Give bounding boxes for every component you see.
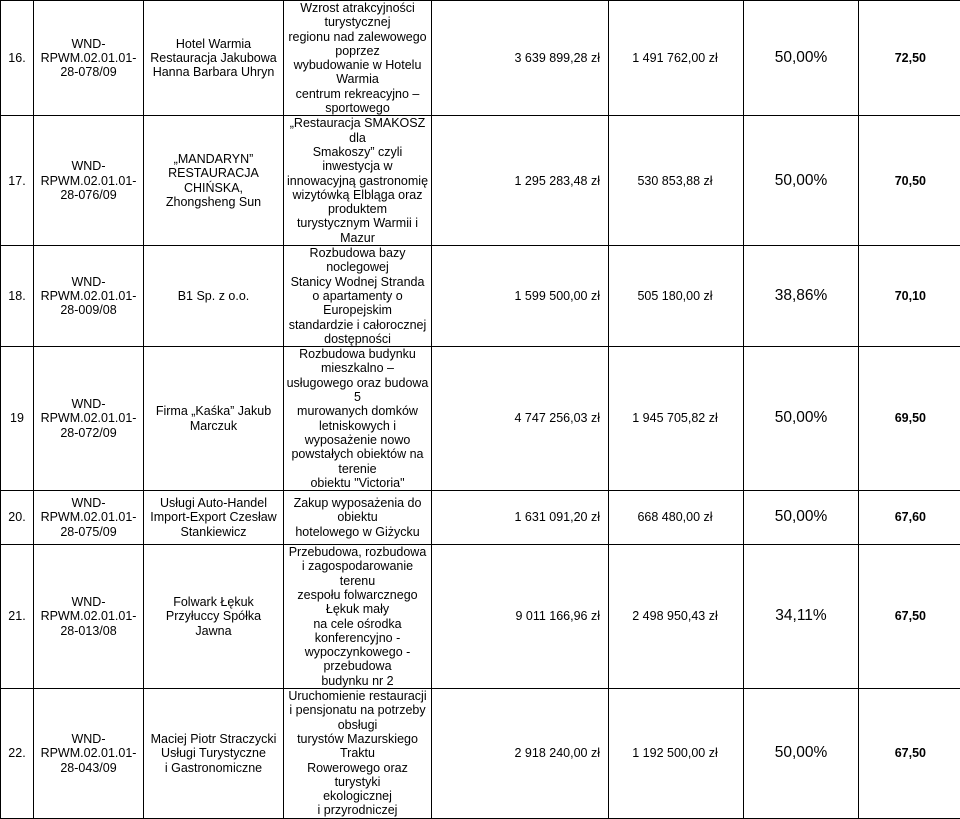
application-id-line: RPWM.02.01.01- — [36, 510, 141, 524]
row-number: 16. — [1, 1, 34, 116]
beneficiary-name-line: Przyłuccy Spółka — [146, 609, 281, 623]
total-cost: 3 639 899,28 zł — [432, 1, 609, 116]
beneficiary-name-line: Restauracja Jakubowa — [146, 51, 281, 65]
application-id-line: WND- — [36, 275, 141, 289]
funding-percent: 50,00% — [744, 116, 859, 246]
row-number: 19 — [1, 347, 34, 491]
funding-amount: 2 498 950,43 zł — [609, 545, 744, 689]
funding-amount: 1 491 762,00 zł — [609, 1, 744, 116]
project-title-line: wybudowanie w Hotelu Warmia — [286, 58, 429, 87]
project-title-line: usługowego oraz budowa 5 — [286, 376, 429, 405]
funding-amount: 505 180,00 zł — [609, 246, 744, 347]
score-points: 72,50 — [859, 1, 960, 116]
project-title-line: Rozbudowa bazy noclegowej — [286, 246, 429, 275]
application-id-line: 28-075/09 — [36, 525, 141, 539]
project-title-line: o apartamenty o Europejskim — [286, 289, 429, 318]
application-id — [34, 116, 144, 246]
project-title — [284, 347, 432, 491]
application-id-line: WND- — [36, 595, 141, 609]
project-title-line: Smakoszy” czyli inwestycja w — [286, 145, 429, 174]
row-number: 18. — [1, 246, 34, 347]
application-id-line: 28-043/09 — [36, 761, 141, 775]
table-row — [1, 491, 960, 545]
project-title-line: obiektu "Victoria" — [286, 476, 429, 490]
project-title-line: turystów Mazurskiego Traktu — [286, 732, 429, 761]
beneficiary-name — [144, 689, 284, 819]
beneficiary-name — [144, 1, 284, 116]
beneficiary-name — [144, 246, 284, 347]
application-id — [34, 246, 144, 347]
project-title-line: Zakup wyposażenia do obiektu — [286, 496, 429, 525]
score-points: 67,50 — [859, 689, 960, 819]
application-id — [34, 545, 144, 689]
table-row — [1, 545, 960, 689]
project-title-line: hotelowego w Giżycku — [286, 525, 429, 539]
application-id-line: WND- — [36, 37, 141, 51]
project-title — [284, 246, 432, 347]
application-id — [34, 347, 144, 491]
score-points: 70,10 — [859, 246, 960, 347]
beneficiary-name-line: CHIŃSKA, — [146, 181, 281, 195]
application-id — [34, 689, 144, 819]
project-title-line: Uruchomienie restauracji — [286, 689, 429, 703]
application-id-line: 28-078/09 — [36, 65, 141, 79]
beneficiary-name-line: Zhongsheng Sun — [146, 195, 281, 209]
project-title-line: Rowerowego oraz turystyki — [286, 761, 429, 790]
table-row — [1, 689, 960, 819]
table-row — [1, 347, 960, 491]
project-title-line: centrum rekreacyjno – sportowego — [286, 87, 429, 116]
project-title — [284, 689, 432, 819]
beneficiary-name-line: Folwark Łękuk — [146, 595, 281, 609]
beneficiary-name — [144, 347, 284, 491]
application-id-line: RPWM.02.01.01- — [36, 609, 141, 623]
funding-percent: 50,00% — [744, 347, 859, 491]
table-row — [1, 116, 960, 246]
application-id-line: WND- — [36, 159, 141, 173]
table-row — [1, 1, 960, 116]
funding-amount: 530 853,88 zł — [609, 116, 744, 246]
funding-percent: 38,86% — [744, 246, 859, 347]
beneficiary-name-line: Usługi Turystyczne — [146, 746, 281, 760]
beneficiary-name — [144, 491, 284, 545]
project-title-line: wizytówką Elbląga oraz produktem — [286, 188, 429, 217]
project-title-line: zespołu folwarcznego Łękuk mały — [286, 588, 429, 617]
beneficiary-name-line: Firma „Kaśka” Jakub — [146, 404, 281, 418]
project-title-line: Rozbudowa budynku mieszkalno – — [286, 347, 429, 376]
project-title-line: i zagospodarowanie terenu — [286, 559, 429, 588]
project-title-line: standardzie i całorocznej — [286, 318, 429, 332]
funding-percent: 50,00% — [744, 689, 859, 819]
application-id-line: RPWM.02.01.01- — [36, 289, 141, 303]
application-id-line: WND- — [36, 496, 141, 510]
project-title-line: Przebudowa, rozbudowa — [286, 545, 429, 559]
beneficiary-name-line: Stankiewicz — [146, 525, 281, 539]
project-title-line: i pensjonatu na potrzeby obsługi — [286, 703, 429, 732]
row-number: 21. — [1, 545, 34, 689]
project-title — [284, 545, 432, 689]
application-id — [34, 491, 144, 545]
application-id-line: RPWM.02.01.01- — [36, 51, 141, 65]
funding-percent: 50,00% — [744, 1, 859, 116]
project-title-line: „Restauracja SMAKOSZ dla — [286, 116, 429, 145]
beneficiary-name — [144, 116, 284, 246]
project-title-line: powstałych obiektów na terenie — [286, 447, 429, 476]
beneficiary-name-line: B1 Sp. z o.o. — [146, 289, 281, 303]
project-title — [284, 491, 432, 545]
table-row — [1, 246, 960, 347]
project-title-line: dostępności — [286, 332, 429, 346]
application-id-line: 28-076/09 — [36, 188, 141, 202]
score-points: 70,50 — [859, 116, 960, 246]
project-title-line: na cele ośrodka konferencyjno - — [286, 617, 429, 646]
total-cost: 1 599 500,00 zł — [432, 246, 609, 347]
application-id-line: WND- — [36, 732, 141, 746]
project-title-line: Wzrost atrakcyjności turystycznej — [286, 1, 429, 30]
application-id-line: 28-009/08 — [36, 303, 141, 317]
beneficiary-name-line: Maciej Piotr Straczycki — [146, 732, 281, 746]
project-title-line: innowacyjną gastronomię — [286, 174, 429, 188]
application-id-line: RPWM.02.01.01- — [36, 174, 141, 188]
funding-amount: 1 945 705,82 zł — [609, 347, 744, 491]
beneficiary-name-line: Hotel Warmia — [146, 37, 281, 51]
beneficiary-name-line: Usługi Auto-Handel — [146, 496, 281, 510]
total-cost: 2 918 240,00 zł — [432, 689, 609, 819]
project-title-line: i przyrodniczej — [286, 803, 429, 817]
score-points: 67,60 — [859, 491, 960, 545]
total-cost: 4 747 256,03 zł — [432, 347, 609, 491]
funding-percent: 50,00% — [744, 491, 859, 545]
application-id-line: WND- — [36, 397, 141, 411]
total-cost: 1 631 091,20 zł — [432, 491, 609, 545]
project-title-line: budynku nr 2 — [286, 674, 429, 688]
beneficiary-name-line: „MANDARYN” — [146, 152, 281, 166]
row-number: 22. — [1, 689, 34, 819]
total-cost: 9 011 166,96 zł — [432, 545, 609, 689]
project-title — [284, 1, 432, 116]
score-points: 69,50 — [859, 347, 960, 491]
application-id — [34, 1, 144, 116]
project-title-line: ekologicznej — [286, 789, 429, 803]
project-title-line: letniskowych i wyposażenie nowo — [286, 419, 429, 448]
beneficiary-name-line: RESTAURACJA — [146, 166, 281, 180]
funding-amount: 668 480,00 zł — [609, 491, 744, 545]
row-number: 17. — [1, 116, 34, 246]
beneficiary-name-line: Marczuk — [146, 419, 281, 433]
application-id-line: RPWM.02.01.01- — [36, 411, 141, 425]
project-title — [284, 116, 432, 246]
project-title-line: turystycznym Warmii i Mazur — [286, 216, 429, 245]
funding-amount: 1 192 500,00 zł — [609, 689, 744, 819]
application-id-line: 28-072/09 — [36, 426, 141, 440]
project-title-line: wypoczynkowego - przebudowa — [286, 645, 429, 674]
row-number: 20. — [1, 491, 34, 545]
total-cost: 1 295 283,48 zł — [432, 116, 609, 246]
project-title-line: Stanicy Wodnej Stranda — [286, 275, 429, 289]
beneficiary-name-line: Import-Export Czesław — [146, 510, 281, 524]
funding-percent: 34,11% — [744, 545, 859, 689]
beneficiary-name-line: Hanna Barbara Uhryn — [146, 65, 281, 79]
application-id-line: RPWM.02.01.01- — [36, 746, 141, 760]
project-title-line: murowanych domków — [286, 404, 429, 418]
beneficiary-name-line: Jawna — [146, 624, 281, 638]
application-id-line: 28-013/08 — [36, 624, 141, 638]
project-title-line: regionu nad zalewowego poprzez — [286, 30, 429, 59]
beneficiary-name — [144, 545, 284, 689]
beneficiary-name-line: i Gastronomiczne — [146, 761, 281, 775]
score-points: 67,50 — [859, 545, 960, 689]
